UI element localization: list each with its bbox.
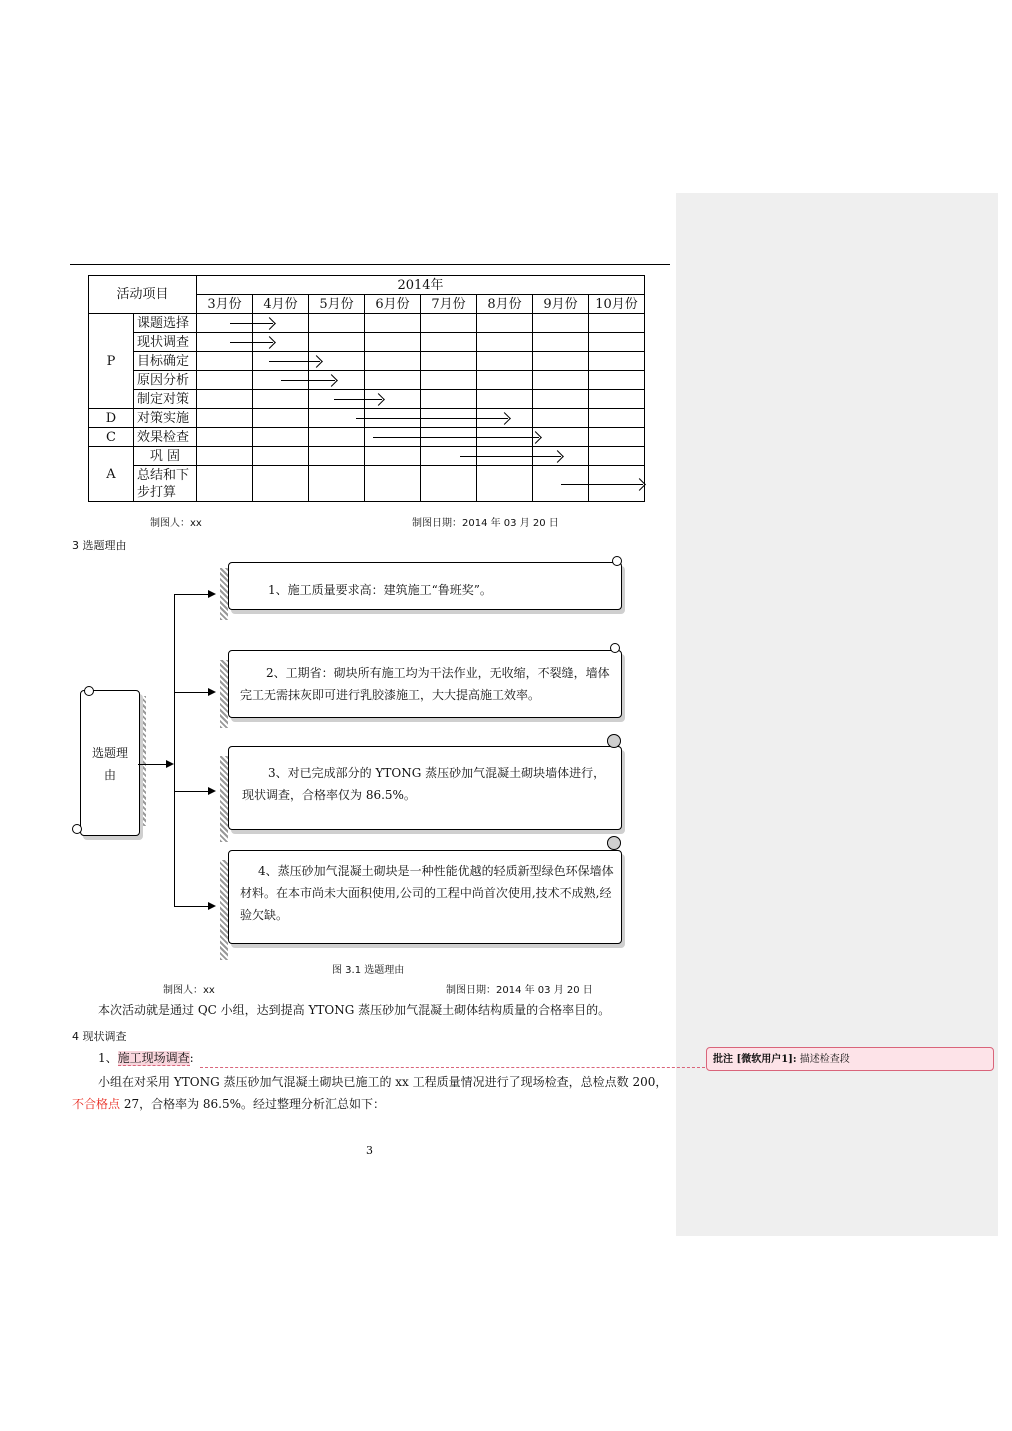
month-cell — [589, 352, 645, 371]
header-activity: 活动项目 — [89, 276, 197, 314]
activity-name: 总结和下步打算 — [134, 466, 197, 502]
gantt-arrow-icon — [230, 323, 273, 324]
month-header: 9月份 — [533, 295, 589, 314]
month-cell — [309, 333, 365, 352]
phase-label: A — [89, 447, 134, 502]
center-label: 选题理由 — [91, 746, 128, 782]
gantt-arrow-icon — [561, 484, 643, 485]
month-header: 8月份 — [477, 295, 533, 314]
phase-label: C — [89, 428, 134, 447]
month-cell — [589, 371, 645, 390]
comment-label: 批注 [微软用户1]: — [713, 1054, 797, 1065]
gantt-arrow-icon — [334, 399, 382, 400]
month-cell — [533, 390, 589, 409]
arrowhead-icon — [208, 902, 216, 910]
gantt-row — [89, 352, 645, 371]
header-year: 2014年 — [197, 276, 645, 295]
header-rule — [70, 264, 670, 265]
para-part1: 小组在对采用 YTONG 蒸压砂加气混凝土砌块已施工的 xx 工程质量情况进行了现场检查，总检点数 200， — [98, 1075, 668, 1089]
gantt-arrow-icon — [373, 437, 539, 438]
scroll-curl-icon — [612, 556, 622, 566]
scroll-curl-icon — [84, 686, 94, 696]
section4-item — [98, 1047, 194, 1069]
month-cell — [533, 409, 589, 428]
month-cell — [589, 333, 645, 352]
comment-text: 描述检查段 — [796, 1054, 850, 1065]
figure-date: 制图日期：2014 年 03 月 20 日 — [446, 985, 593, 996]
month-cell — [253, 466, 309, 502]
gantt-arrow-icon — [356, 418, 508, 419]
arrowhead-icon — [208, 590, 216, 598]
reason-text-3: 3、对已完成部分的 YTONG 蒸压砂加气混凝土砌块墙体进行，现状调查，合格率仅为 86.5%。 — [242, 766, 606, 802]
commented-text[interactable]: 施工现场调查 — [117, 1051, 190, 1065]
month-cell — [253, 428, 309, 447]
comment-balloon[interactable] — [706, 1047, 994, 1071]
month-cell — [365, 371, 421, 390]
activity-name: 原因分析 — [134, 371, 197, 390]
month-cell — [477, 466, 533, 502]
month-cell — [421, 352, 477, 371]
reason-text-4: 4、蒸压砂加气混凝土砌块是一种性能优越的轻质新型绿色环保墙体材料。在本市尚未大面积使用,公司的工程中尚首次使用,技术不成熟,经验欠缺。 — [240, 864, 614, 922]
month-cell — [253, 447, 309, 466]
month-cell — [309, 314, 365, 333]
scroll-shadow — [220, 756, 228, 842]
month-cell — [589, 409, 645, 428]
activity-name: 现状调查 — [134, 333, 197, 352]
connector — [174, 594, 175, 906]
month-header: 3月份 — [197, 295, 253, 314]
scroll-shadow — [220, 660, 228, 728]
gantt-arrow-icon — [269, 361, 320, 362]
month-cell — [253, 390, 309, 409]
gantt-row — [89, 371, 645, 390]
month-cell — [533, 333, 589, 352]
connector — [174, 692, 210, 693]
month-cell — [309, 447, 365, 466]
month-cell — [365, 314, 421, 333]
month-cell — [197, 428, 253, 447]
para-red: 不合格点 — [72, 1097, 121, 1111]
month-cell — [197, 447, 253, 466]
gantt-arrow-icon — [230, 342, 273, 343]
month-cell — [365, 352, 421, 371]
item-suffix: : — [189, 1051, 194, 1065]
comment-leader — [200, 1067, 705, 1068]
para-part2: 27，合格率为 86.5%。经过整理分析汇总如下： — [120, 1097, 386, 1111]
scroll-curl-icon — [607, 734, 621, 748]
gantt-row — [89, 333, 645, 352]
month-cell — [365, 466, 421, 502]
phase-label: P — [89, 314, 134, 409]
month-cell — [533, 314, 589, 333]
activity-name: 对策实施 — [134, 409, 197, 428]
section4-heading: 4 现状调查 — [72, 1030, 127, 1043]
month-cell — [197, 390, 253, 409]
scroll-curl-icon — [610, 643, 620, 653]
month-cell — [477, 352, 533, 371]
month-cell — [477, 314, 533, 333]
month-cell — [197, 409, 253, 428]
month-header: 6月份 — [365, 295, 421, 314]
gantt-date: 制图日期：2014 年 03 月 20 日 — [412, 518, 559, 529]
figure-caption: 图 3.1 选题理由 — [332, 965, 405, 976]
month-header: 5月份 — [309, 295, 365, 314]
scroll-shadow — [220, 568, 228, 620]
month-cell — [477, 333, 533, 352]
month-cell — [533, 371, 589, 390]
connector — [138, 764, 168, 765]
activity-name: 课题选择 — [134, 314, 197, 333]
month-cell — [589, 390, 645, 409]
gantt-maker: 制图人：xx — [150, 518, 202, 529]
month-cell — [421, 466, 477, 502]
gantt-table — [88, 275, 645, 502]
month-cell — [533, 352, 589, 371]
month-header: 10月份 — [589, 295, 645, 314]
month-cell — [421, 390, 477, 409]
gantt-row — [89, 428, 645, 447]
month-cell — [421, 371, 477, 390]
month-header: 4月份 — [253, 295, 309, 314]
scroll-shadow — [220, 860, 228, 960]
connector — [174, 906, 210, 907]
month-cell — [309, 466, 365, 502]
reason-text-2: 2、工期省：砌块所有施工均为干法作业，无收缩，不裂缝，墙体完工无需抹灰即可进行乳胶漆施工，大大提高施工效率。 — [240, 666, 610, 702]
gantt-row — [89, 314, 645, 333]
month-cell — [309, 428, 365, 447]
month-cell — [477, 371, 533, 390]
figure-maker: 制图人：xx — [163, 985, 215, 996]
activity-name: 巩 固 — [134, 447, 197, 466]
month-header: 7月份 — [421, 295, 477, 314]
month-cell — [365, 447, 421, 466]
month-cell — [197, 371, 253, 390]
reason-text-1: 1、施工质量要求高：建筑施工“鲁班奖”。 — [268, 583, 492, 597]
gantt-arrow-icon — [460, 456, 562, 457]
month-cell — [197, 352, 253, 371]
section3-heading: 3 选题理由 — [72, 539, 127, 552]
month-cell — [589, 428, 645, 447]
page-number: 3 — [366, 1144, 373, 1157]
month-cell — [477, 390, 533, 409]
arrowhead-icon — [166, 760, 174, 768]
activity-name: 效果检查 — [134, 428, 197, 447]
gantt-arrow-icon — [281, 380, 335, 381]
arrowhead-icon — [208, 688, 216, 696]
scroll-curl-icon — [607, 836, 621, 850]
activity-name: 目标确定 — [134, 352, 197, 371]
comment-pane — [676, 193, 998, 1236]
section4-paragraph — [72, 1071, 670, 1115]
month-cell — [589, 447, 645, 466]
item-prefix: 1、 — [98, 1051, 118, 1065]
month-cell — [253, 409, 309, 428]
summary-paragraph: 本次活动就是通过 QC 小组，达到提高 YTONG 蒸压砂加气混凝土砌体结构质量的合格率目的。 — [98, 1003, 611, 1017]
connector — [174, 791, 210, 792]
arrowhead-icon — [208, 787, 216, 795]
phase-label: D — [89, 409, 134, 428]
month-cell — [365, 333, 421, 352]
month-cell — [197, 466, 253, 502]
month-cell — [421, 333, 477, 352]
month-cell — [421, 314, 477, 333]
scroll-curl-icon — [72, 824, 82, 834]
month-cell — [589, 314, 645, 333]
activity-name: 制定对策 — [134, 390, 197, 409]
connector — [174, 594, 210, 595]
